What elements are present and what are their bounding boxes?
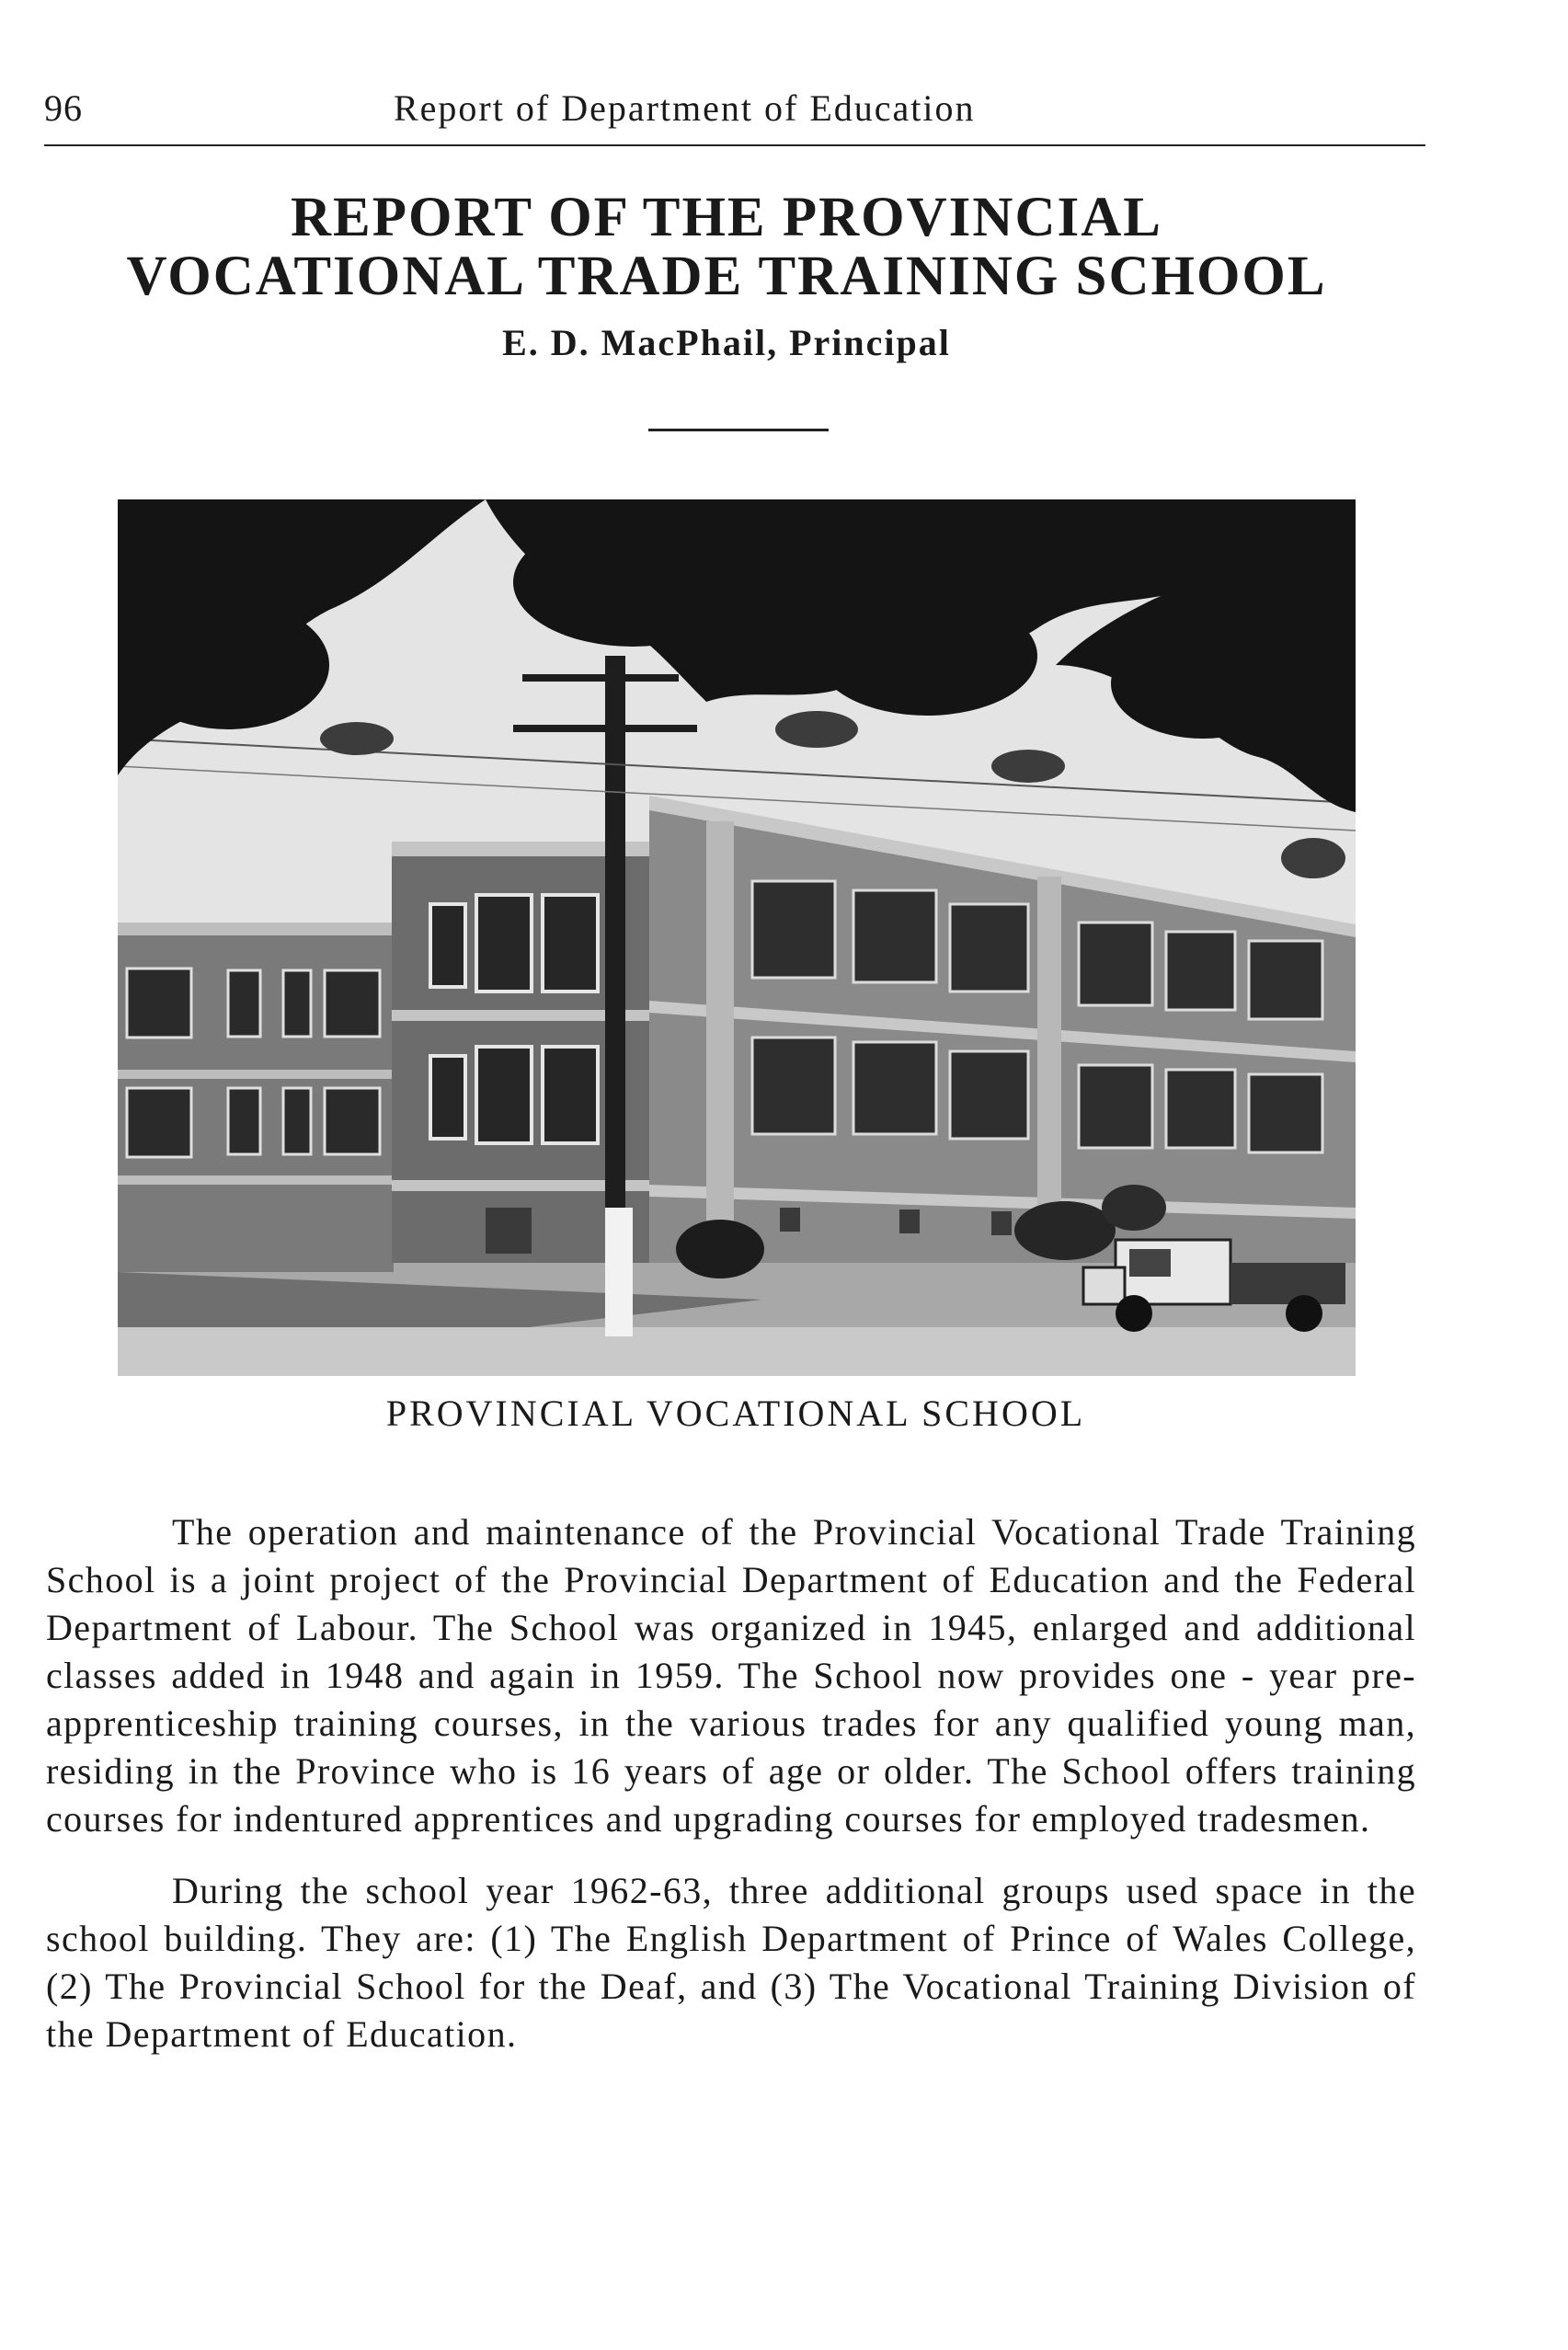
- paragraph-2: During the school year 1962-63, three additional groups used space in the school building. They are: (1) The English Department of Prince of Wales College, (2) The Provincial School for the Deaf, and (3) The Vocational Training Division of the Department of Education.: [46, 1870, 1416, 2055]
- article-title-block: [0, 189, 1568, 364]
- header-rule: [44, 144, 1425, 146]
- school-building-photo: [118, 499, 1356, 1376]
- body-text: [46, 1508, 1416, 2082]
- page-number: 96: [44, 87, 83, 129]
- title-divider: [648, 429, 829, 431]
- article-title-line-1: REPORT OF THE PROVINCIAL: [291, 187, 1162, 248]
- photo-caption: PROVINCIAL VOCATIONAL SCHOOL: [385, 1393, 1086, 1434]
- running-header-title: Report of Department of Education: [394, 87, 976, 129]
- article-author: E. D. MacPhail, Principal: [502, 322, 951, 363]
- running-header: [44, 77, 1424, 132]
- article-title-line-2: VOCATIONAL TRADE TRAINING SCHOOL: [126, 246, 1327, 307]
- paragraph-1: The operation and maintenance of the Provincial Vocational Trade Training School is a joint project of the Provincial Department of Education and the Federal Department of Labour. The School was organized in 1945, enlarged and additional classes added in 1948 and again in 1959. The School now provides one - year pre-apprenticeship training courses, in the various trades for any qualified young man, residing in the Province who is 16 years of age or older. The School offers training courses for indentured apprentices and upgrading courses for employed tradesmen.: [46, 1511, 1416, 1840]
